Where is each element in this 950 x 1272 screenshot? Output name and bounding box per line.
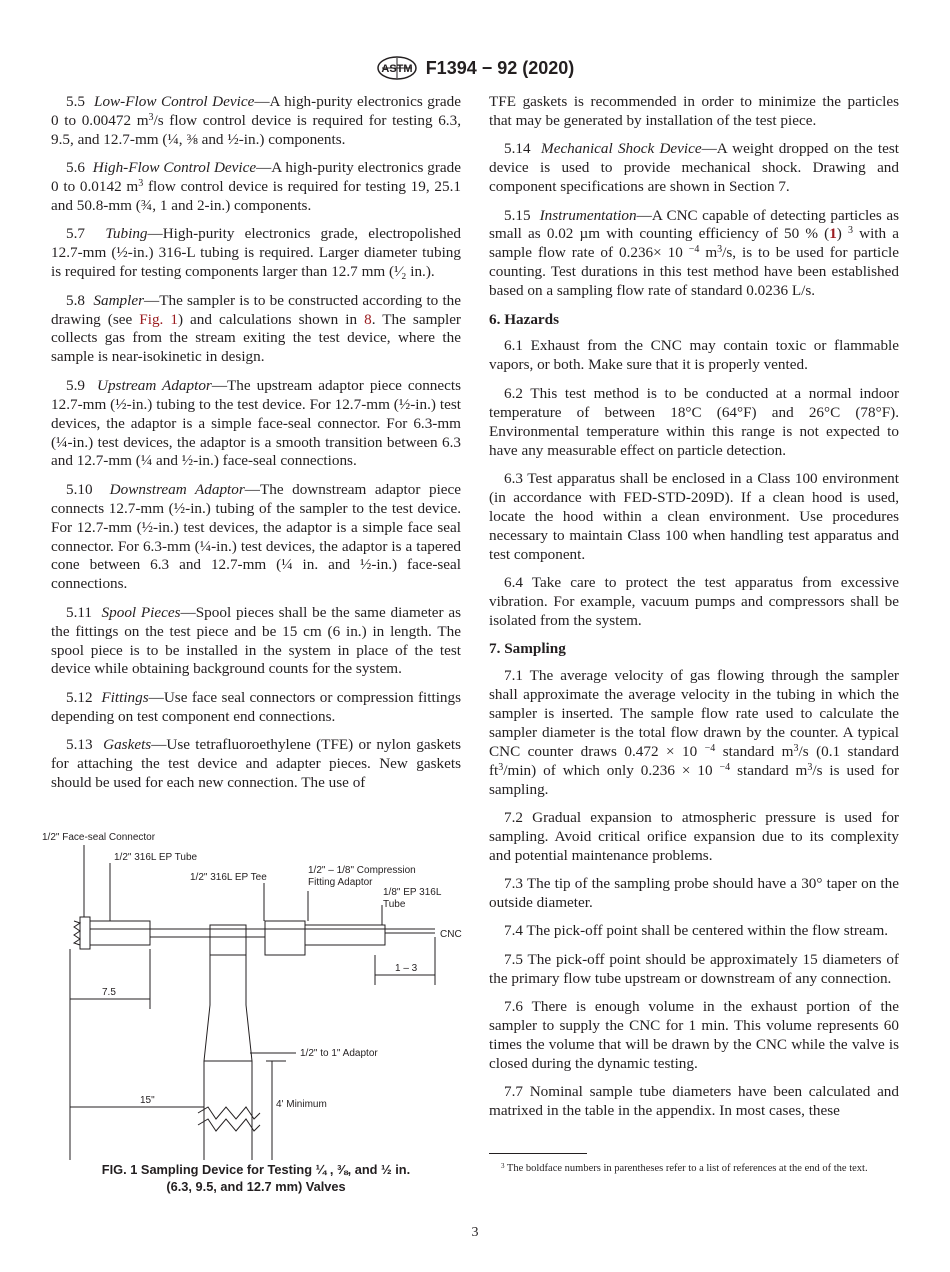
para-7-3: 7.3 The tip of the sampling probe should have a 30° taper on the outside diameter.: [489, 875, 899, 912]
figure-caption: [51, 1161, 461, 1195]
svg-text:1/2" Face-seal Connector: 1/2" Face-seal Connector: [42, 832, 156, 843]
para-7-2: 7.2 Gradual expansion to atmospheric pressure is used for sampling. Avoid critical orifice expansion due to its complexity and potential maintenance problems.: [489, 808, 899, 864]
reference-1-link[interactable]: 1: [829, 225, 837, 243]
left-column: [51, 93, 461, 802]
svg-text:1/2" to 1" Adaptor: 1/2" to 1" Adaptor: [300, 1048, 378, 1059]
para-5-9: 5.9 Upstream Adaptor—The upstream adaptor piece connects 12.7-mm (½-in.) tubing to the test device. For 12.7-mm (½-in.) test devices, the adaptor is a simple face-seal connector. For 6.3-mm (¼-in.) test devices, the adaptor is a smooth transition between 6.3 and 12.7-mm (¼ and ½-in.) face-seal connections.: [51, 376, 461, 470]
footnote-3: $^3$ The boldface numbers in parentheses refer to a list of references at the end of the text.: [501, 1162, 868, 1174]
svg-text:CNC: CNC: [440, 929, 462, 940]
svg-text:Fitting Adaptor: Fitting Adaptor: [308, 877, 373, 888]
footnote-3-marker[interactable]: 3: [847, 225, 853, 237]
svg-text:1/2" 316L EP Tube: 1/2" 316L EP Tube: [114, 852, 198, 863]
para-5-12: 5.12 Fittings—Use face seal connectors or compression fittings depending on test component end connections.: [51, 688, 462, 725]
para-6-3: 6.3 Test apparatus shall be enclosed in a Class 100 environment (in accordance with FED-STD-209D). If a clean hood is used, locate the hood within a clean environment. Use procedures necessary to maintain Class 100 when handling test apparatus and test component.: [489, 469, 899, 563]
para-6-2: 6.2 This test method is to be conducted at a normal indoor temperature of between 18°C (64°F) and 26°C (78°F). Environmental temperature within this range is not expected to have any measurable effect on particle detection.: [489, 384, 899, 459]
svg-text:1 – 3: 1 – 3: [395, 963, 418, 974]
svg-text:1/2" 316L EP Tee: 1/2" 316L EP Tee: [190, 872, 267, 883]
para-5-7: 5.7 Tubing—High-purity electronics grade, electropolished 12.7-mm (½-in.) 316-L tubing is required. Larger diameter tubing is required for testing components larger than 12.7 mm (¹⁄₂ in.).: [51, 225, 462, 281]
para-5-5: 5.5 Low-Flow Control Device—A high-purity electronics grade 0 to 0.00472 $m^3/s$ flow control device is required for testing 6.3, 9.5, and 12.7-mm (¼, ⅜ and ½-in.) components.: [51, 93, 461, 148]
para-6-4: 6.4 Take care to protect the test apparatus from excessive vibration. For example, vacuum pumps and compressors shall be isolated from the system.: [489, 573, 899, 629]
para-7-7: 7.7 Nominal sample tube diameters have been calculated and matrixed in the table in the appendix. In most cases, these: [489, 1083, 899, 1120]
para-7-4: 7.4 The pick-off point shall be centered within the flow stream.: [504, 922, 889, 940]
figure-1-link[interactable]: Fig. 1: [139, 310, 178, 328]
para-7-5: 7.5 The pick-off point should be approximately 15 diameters of the primary flow tube upstream or downstream of any connection.: [489, 950, 899, 987]
right-column: [489, 93, 899, 1131]
sampling-device-drawing: [40, 825, 480, 1160]
para-5-8: 5.8 Sampler—The sampler is to be constructed according to the drawing (see Fig. 1) and calculations shown in 8. The sampler collects gas from the stream exiting the test device, where the sample is near-isokinetic in design.: [51, 291, 462, 366]
svg-text:1/8" EP 316L: 1/8" EP 316L: [383, 887, 442, 898]
section-8-link[interactable]: 8: [364, 310, 372, 328]
para-5-6: 5.6 High-Flow Control Device—A high-purity electronics grade 0 to 0.0142 $m^3$ flow control device is required for testing 19, 25.1 and 50.8-mm (¾, 1 and 2-in.) components.: [51, 159, 461, 215]
para-5-10: 5.10 Downstream Adaptor—The downstream adaptor piece connects 12.7-mm (½-in.) tubing of the sampler to the test device. For 12.7-mm (½-in.) test devices, the adaptor is a simple face seal connector. For 6.3-mm (¼-in.) test devices, the adaptor is a tapered cone between 6.3 and 12.7-mm (¼ in. and ½-in.) face-seal connections.: [51, 480, 462, 593]
caption-line-2: (6.3, 9.5, and 12.7 mm) Valves: [166, 1179, 346, 1194]
svg-text:1/2" – 1/8" Compression: 1/2" – 1/8" Compression: [308, 865, 416, 876]
para-6-1: 6.1 Exhaust from the CNC may contain toxic or flammable vapors, or both. Make sure that it is properly vented.: [489, 337, 899, 374]
para-5-11: 5.11 Spool Pieces—Spool pieces shall be the same diameter as the fittings on the test piece and be 15 cm (6 in.) in length. The spool piece is to be installed in the system in place of the test device while obtaining background counts for the system.: [51, 603, 462, 678]
para-5-13: 5.13 Gaskets—Use tetrafluoroethylene (TFE) or nylon gaskets for attaching the test device and adapter pieces. New gaskets should be used for each new connection. The use of: [51, 736, 461, 791]
astm-logo-icon: [376, 56, 418, 80]
document-designation: F1394 − 92 (2020): [425, 57, 575, 78]
para-7-1: 7.1 The average velocity of gas flowing through the sampler shall approximate the average velocity in the tubing in which the sampler is inserted. The sample flow rate used to calculate the sampler diameter is the total flow drawn by the counter. A typical CNC counter draws 0.472 × 10 $^{-4}$ standard $m^3/s$ (0.1 standard $ft^3/\min$) of which only 0.236 × 10 $^{-4}$ standard $m^3/s$ is used for sampling.: [489, 667, 900, 798]
svg-text:4' Minimum: 4' Minimum: [276, 1099, 327, 1110]
section-heading-sampling: 7. Sampling: [489, 640, 566, 658]
para-7-6: 7.6 There is enough volume in the exhaust portion of the sampler to supply the CNC for 1 min. This volume represents 60 times the volume that will be drawn by the CNC while the valve is closed during the dynamic testing.: [489, 998, 899, 1072]
para-5-14: 5.14 Mechanical Shock Device—A weight dropped on the test device is used to provide mechanical shock. Drawing and component specifications are shown in Section 7.: [489, 140, 899, 196]
svg-text:15": 15": [140, 1095, 155, 1106]
page-header: [0, 56, 950, 80]
svg-text:Tube: Tube: [383, 899, 406, 910]
footnote-divider: [489, 1153, 587, 1154]
section-heading-hazards: 6. Hazards: [489, 310, 560, 328]
para-5-15: 5.15 Instrumentation—A CNC capable of detecting particles as small as 0.02 µm with counting efficiency of 50 % (1) $^3$ with a sample flow rate of 0.236× 10 $^{-4}$ $m^3/s$, is to be used for particle counting. Test durations in this test method have been established based on a sampling flow rate of standard 0.0236 L/s.: [489, 206, 899, 300]
figure-1-sampling-device: [40, 825, 480, 1160]
svg-text:7.5: 7.5: [102, 987, 116, 998]
page-number: 3: [471, 1225, 479, 1240]
svg-text:ASTM: ASTM: [381, 63, 413, 75]
caption-line-1: FIG. 1 Sampling Device for Testing ¼ , ⅜, and ½ in.: [101, 1162, 411, 1177]
para-5-13-continued: TFE gaskets is recommended in order to minimize the particles that may be generated by installation of the test piece.: [489, 93, 899, 129]
